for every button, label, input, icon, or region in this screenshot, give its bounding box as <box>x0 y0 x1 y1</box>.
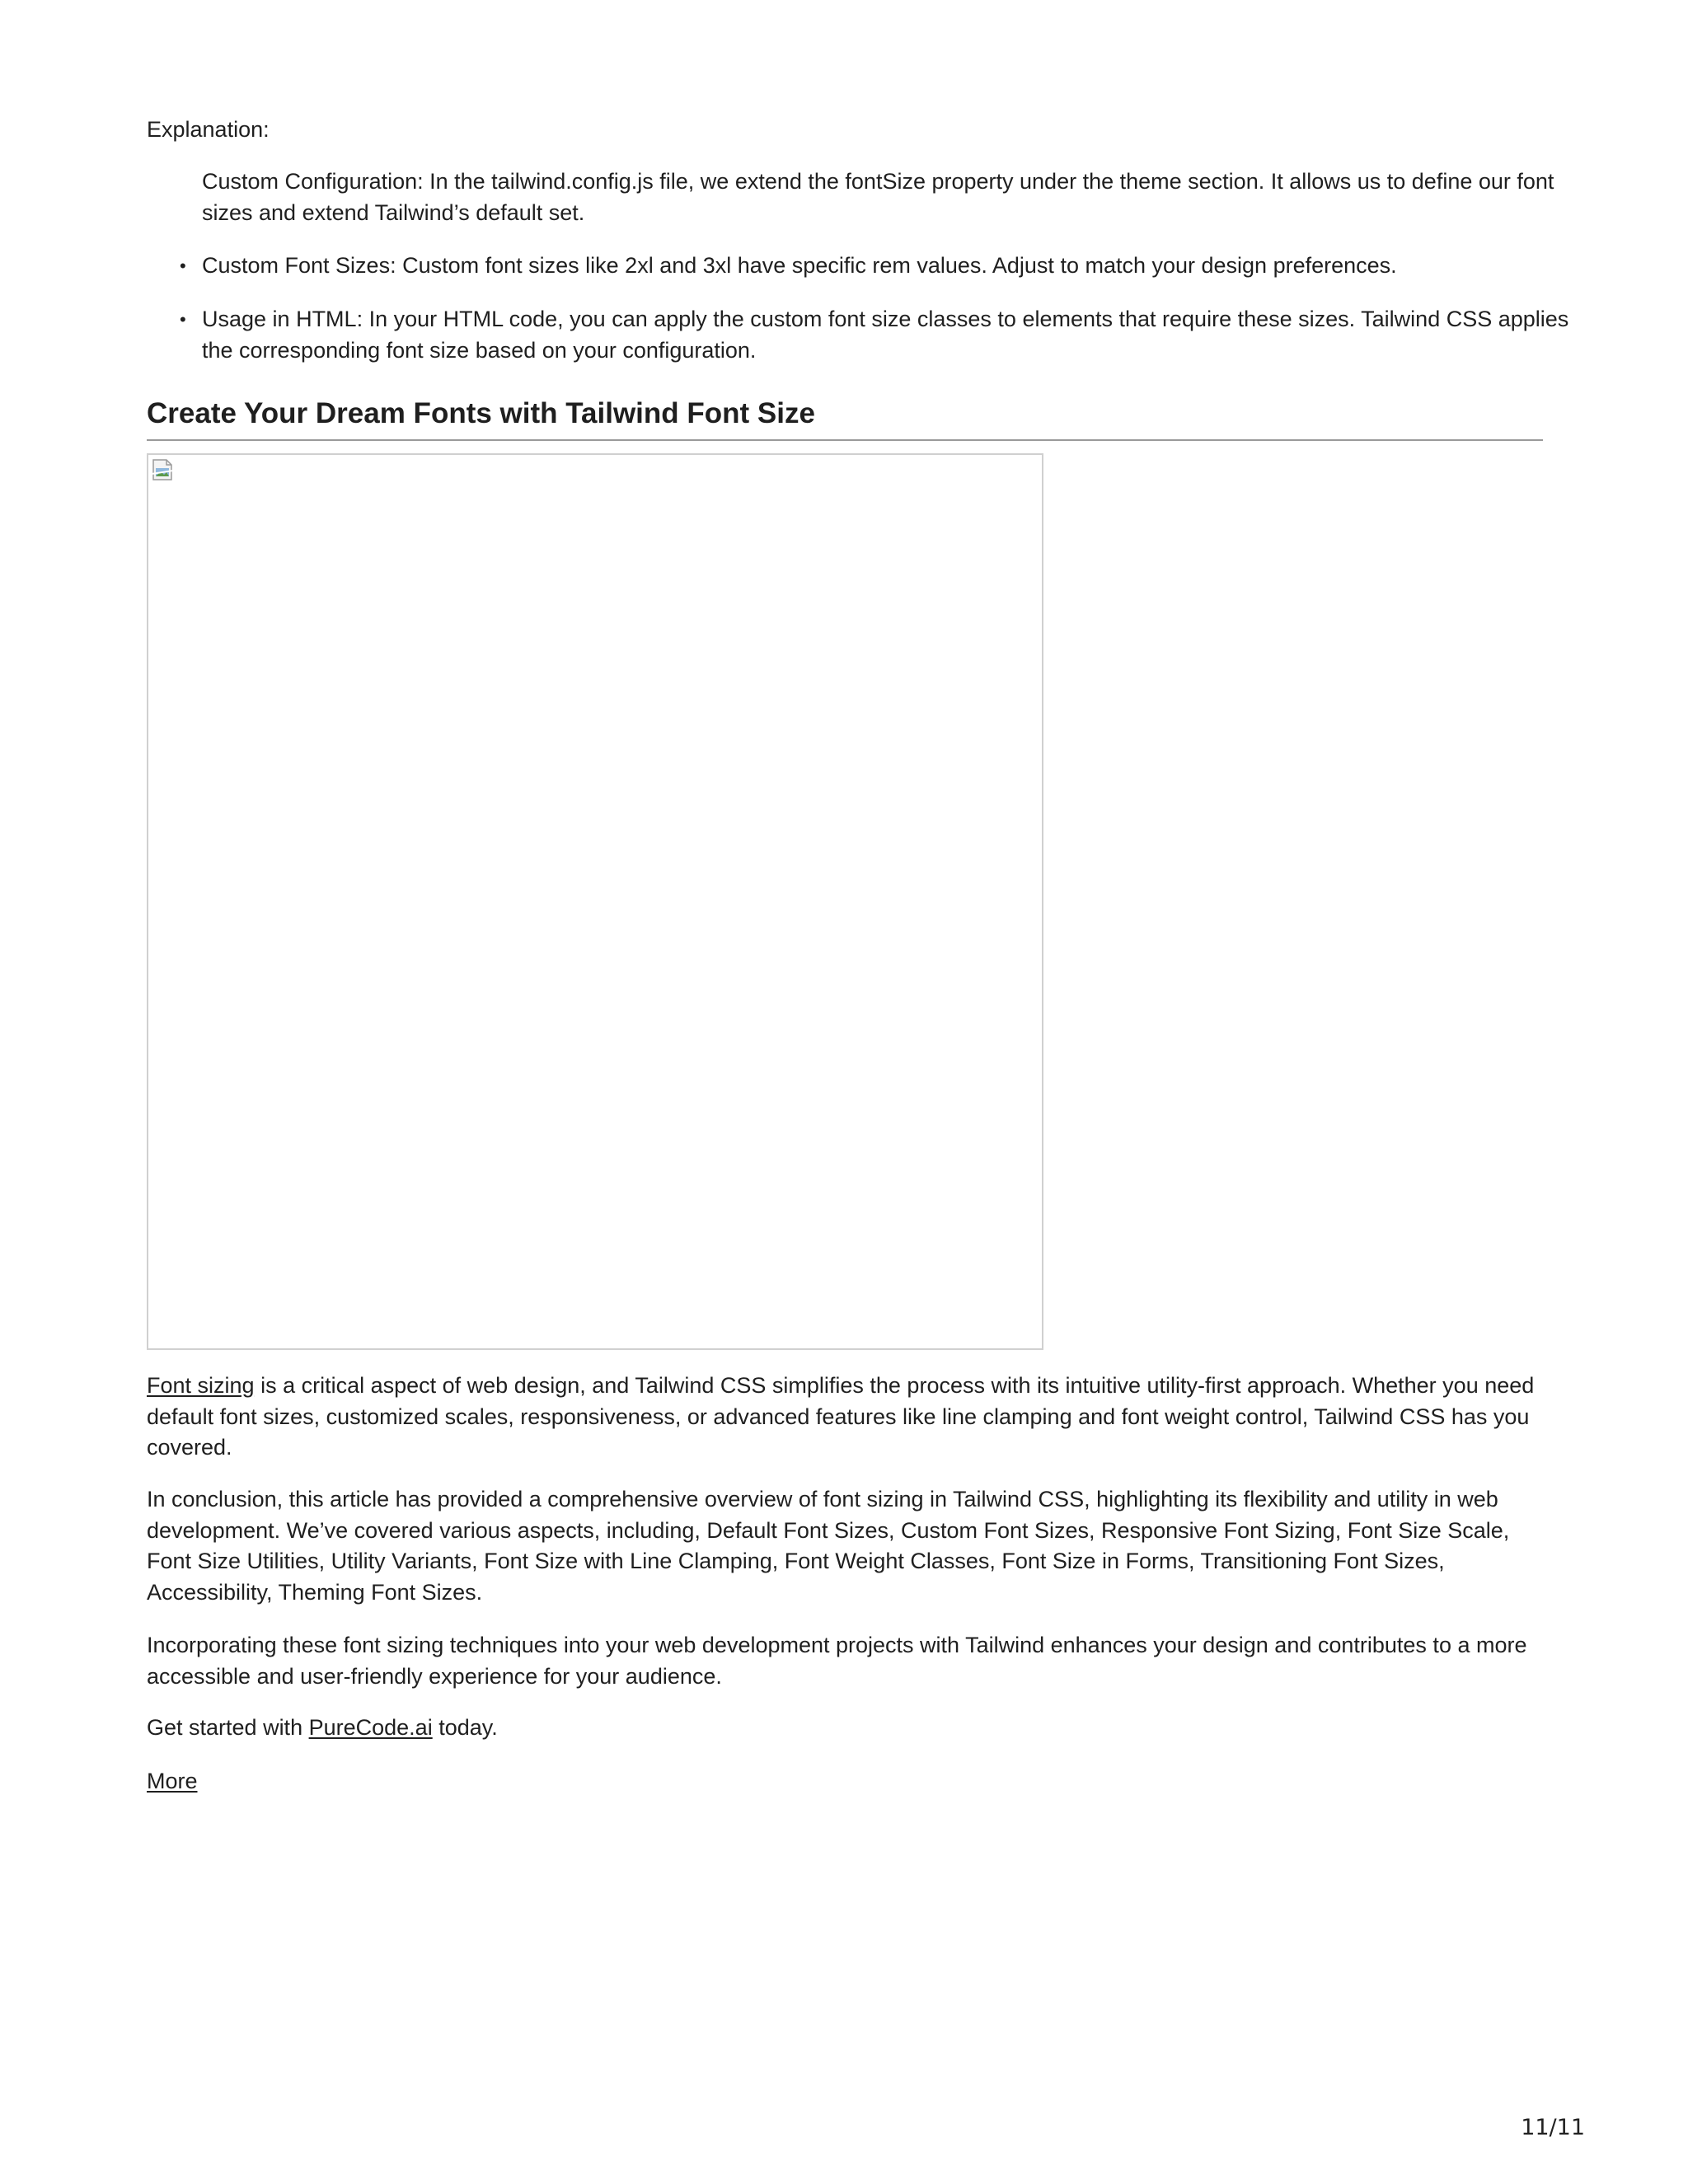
list-item-usage-in-html <box>147 304 1598 366</box>
list-item-custom-configuration <box>147 166 1598 228</box>
paragraph-text: today. <box>432 1715 498 1740</box>
paragraph-font-sizing <box>147 1371 1543 1464</box>
explanation-label: Explanation: <box>147 117 270 142</box>
bullet-icon: • <box>180 255 186 276</box>
section-heading: Create Your Dream Fonts with Tailwind Font Size <box>147 397 815 429</box>
heading-divider <box>147 439 1543 441</box>
broken-image-icon <box>152 458 173 481</box>
paragraph-text: is a critical aspect of web design, and Tailwind CSS simplifies the process with its intuitive utility-first approach. Whether you need default font sizes, customized scales, responsiveness, or advanced features like line clamping and font weight control, Tailwind CSS has you covered. <box>147 1373 1535 1460</box>
article-image <box>147 453 1043 1350</box>
paragraph-incorporating: Incorporating these font sizing techniques into your web development projects with Tailwind enhances your design and contributes to a more accessible and user-friendly experience for your audience. <box>147 1633 1527 1689</box>
list-item-text: Custom Configuration: In the tailwind.config.js file, we extend the fontSize property under the theme section. It allows us to define our font sizes and extend Tailwind’s default set. <box>202 169 1554 225</box>
paragraph-text: Get started with <box>147 1715 309 1740</box>
font-sizing-link[interactable]: Font sizing <box>147 1373 255 1398</box>
paragraph-conclusion: In conclusion, this article has provided a comprehensive overview of font sizing in Tailwind CSS, highlighting its flexibility and utility in web development. We’ve covered various aspects, including, Default Font Sizes, Custom Font Sizes, Responsive Font Sizing, Font Size Scale, Font Size Utilities, Utility Variants, Font Size with Line Clamping, Font Weight Classes, Font Size in Forms, Transitioning Font Sizes, Accessibility, Theming Font Sizes. <box>147 1487 1510 1605</box>
more-link[interactable]: More <box>147 1769 198 1793</box>
page-number: 11/11 <box>1521 2115 1585 2140</box>
list-item-text: Usage in HTML: In your HTML code, you can apply the custom font size classes to elements that require these sizes. Tailwind CSS applies the corresponding font size based on your configuration. <box>202 307 1569 363</box>
paragraph-get-started <box>147 1713 1543 1744</box>
bullet-icon: • <box>180 309 186 330</box>
list-item-text: Custom Font Sizes: Custom font sizes like 2xl and 3xl have specific rem values. Adjust to match your design preferences. <box>202 253 1397 278</box>
purecode-link[interactable]: PureCode.ai <box>308 1715 433 1740</box>
list-item-custom-font-sizes <box>147 251 1598 282</box>
